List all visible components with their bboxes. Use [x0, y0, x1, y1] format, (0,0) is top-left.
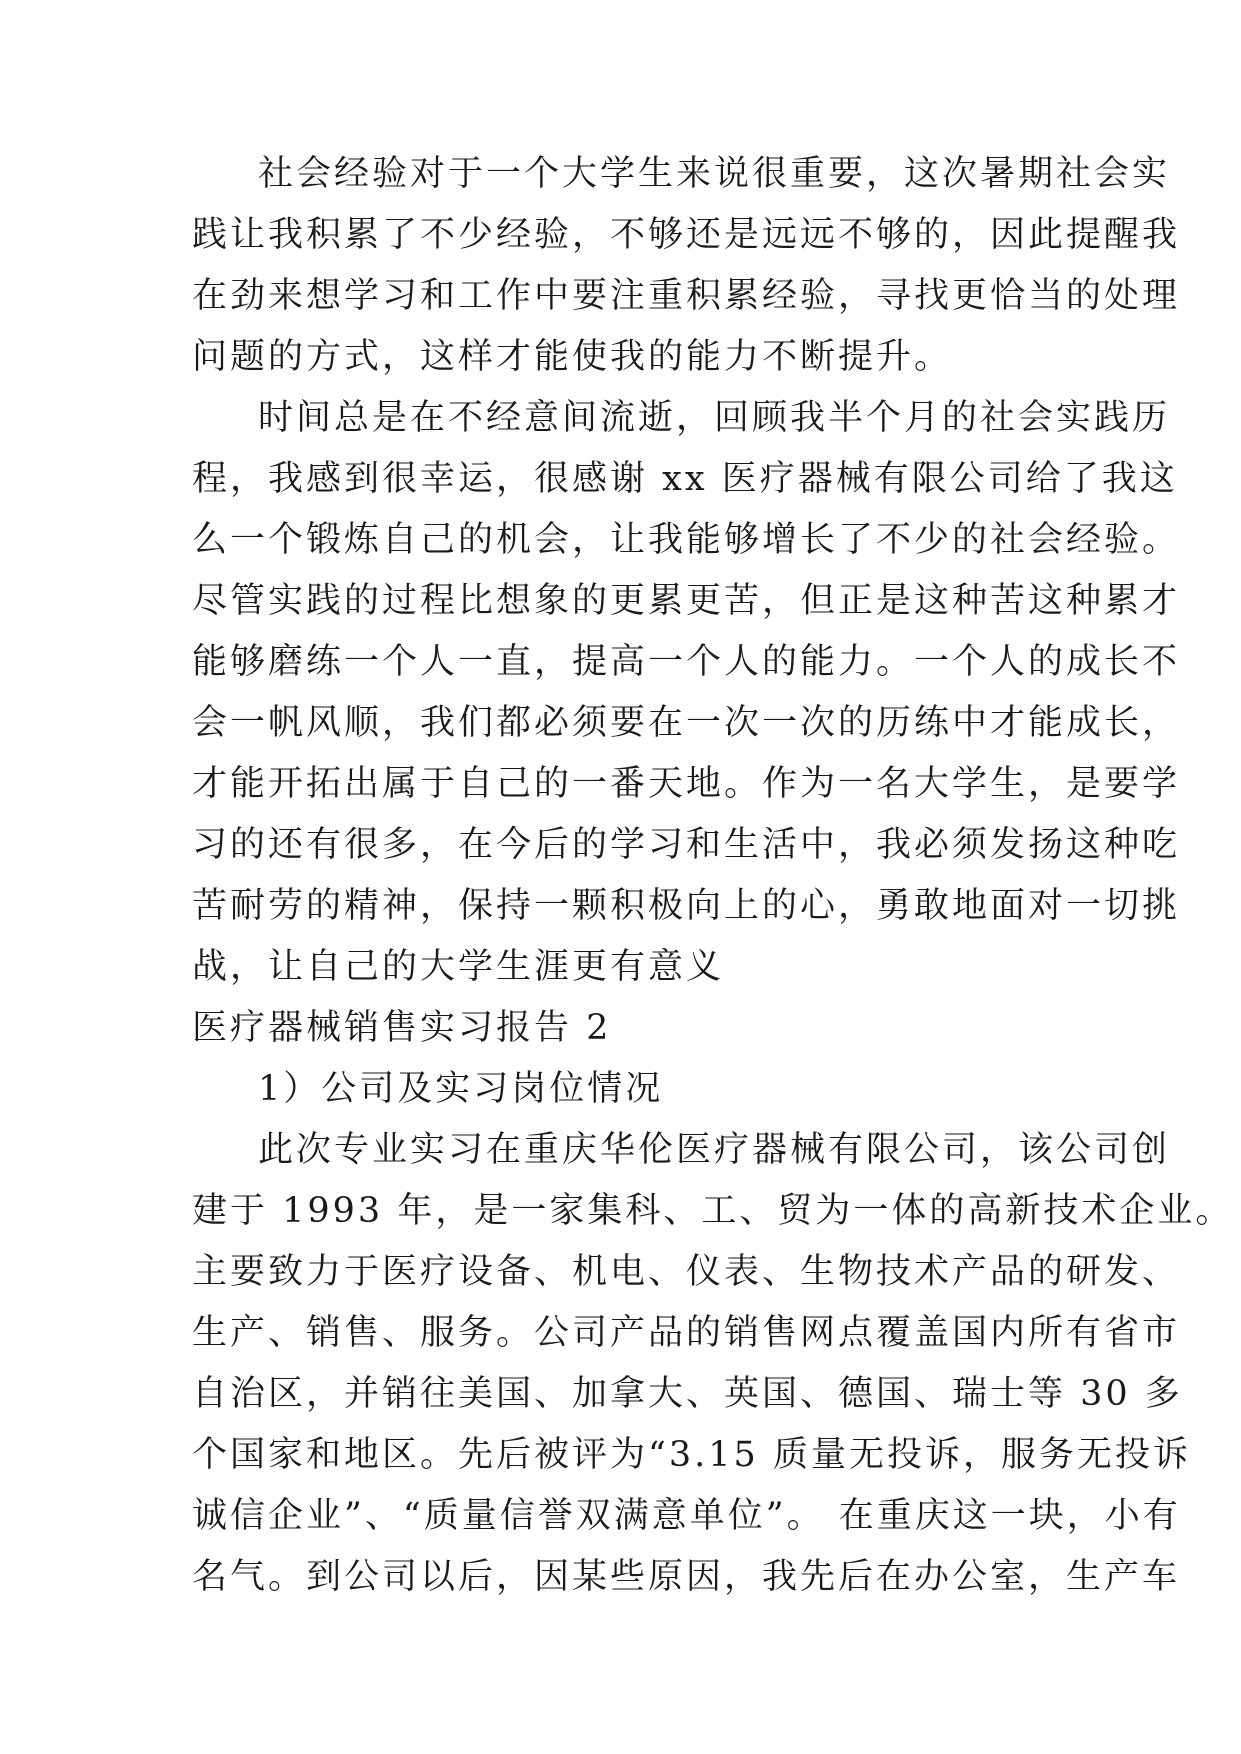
paragraph-2-line-2: 程，我感到很幸运，很感谢 xx 医疗器械有限公司给了我这	[192, 459, 1178, 499]
paragraph-1-line-4: 问题的方式，这样才能使我的能力不断提升。	[192, 337, 953, 377]
paragraph-3-line-7: 诚信企业”、“质量信誉双满意单位”。 在重庆这一块，小有	[192, 1496, 1181, 1536]
paragraph-2-line-5: 能够磨练一个人一直，提高一个人的能力。一个人的成长不	[192, 642, 1181, 682]
paragraph-2-line-3: 么一个锻炼自己的机会，让我能够增长了不少的社会经验。	[192, 520, 1181, 560]
paragraph-1-line-1: 社会经验对于一个大学生来说很重要，这次暑期社会实	[258, 154, 1171, 194]
paragraph-1-line-3: 在劲来想学习和工作中要注重积累经验，寻找更恰当的处理	[192, 276, 1181, 316]
paragraph-3-line-1: 此次专业实习在重庆华伦医疗器械有限公司，该公司创	[258, 1130, 1171, 1170]
section-title: 医疗器械销售实习报告 2	[192, 1008, 612, 1048]
paragraph-2-line-9: 苦耐劳的精神，保持一颗积极向上的心，勇敢地面对一切挑	[192, 886, 1181, 926]
paragraph-2-line-8: 习的还有很多，在今后的学习和生活中，我必须发扬这种吃	[192, 825, 1181, 865]
paragraph-3-line-5: 自治区，并销往美国、加拿大、英国、德国、瑞士等 30 多	[192, 1374, 1183, 1414]
paragraph-3-line-8: 名气。到公司以后，因某些原因，我先后在办公室，生产车	[192, 1557, 1181, 1597]
subsection-heading: 1）公司及实习岗位情况	[258, 1069, 664, 1109]
paragraph-3-line-3: 主要致力于医疗设备、机电、仪表、生物技术产品的研发、	[192, 1252, 1181, 1292]
paragraph-1-line-2: 践让我积累了不少经验，不够还是远远不够的，因此提醒我	[192, 215, 1181, 255]
paragraph-2-line-7: 才能开拓出属于自己的一番天地。作为一名大学生，是要学	[192, 764, 1181, 804]
paragraph-3-line-6: 个国家和地区。先后被评为“3.15 质量无投诉，服务无投诉	[192, 1435, 1191, 1475]
paragraph-2-line-4: 尽管实践的过程比想象的更累更苦，但正是这种苦这种累才	[192, 581, 1181, 621]
paragraph-3-line-4: 生产、销售、服务。公司产品的销售网点覆盖国内所有省市	[192, 1313, 1181, 1353]
paragraph-2-line-6: 会一帆风顺，我们都必须要在一次一次的历练中才能成长，	[192, 703, 1181, 743]
paragraph-2-line-1: 时间总是在不经意间流逝，回顾我半个月的社会实践历	[258, 398, 1171, 438]
paragraph-2-line-10: 战，让自己的大学生涯更有意义	[192, 947, 725, 987]
paragraph-3-line-2: 建于 1993 年，是一家集科、工、贸为一体的高新技术企业。	[192, 1191, 1234, 1231]
